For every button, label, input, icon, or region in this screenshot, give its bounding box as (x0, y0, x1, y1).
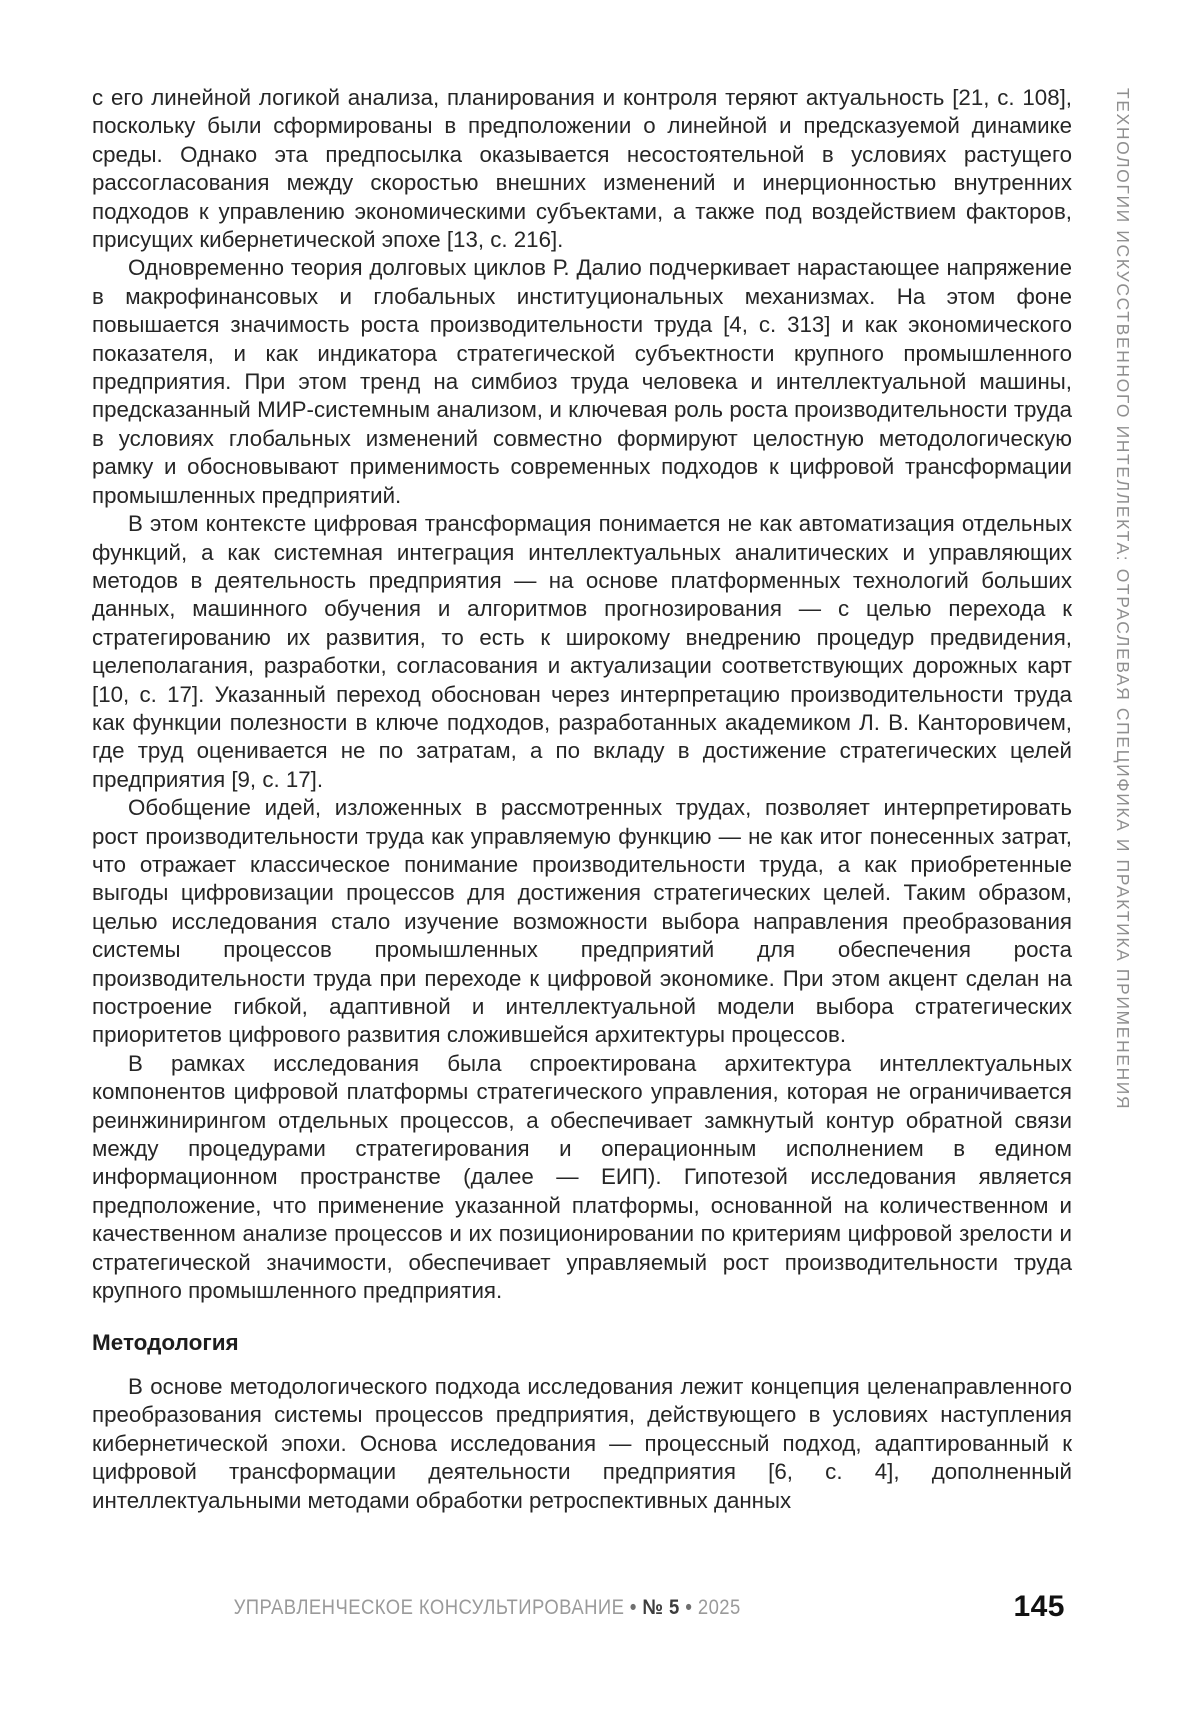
footer-issue-number: № 5 (642, 1596, 680, 1619)
body-paragraph: Обобщение идей, изложенных в рассмотренных трудах, позволяет интерпретировать рост производительности труда как управляемую функцию — не как итог понесенных затрат, что отражает классическое понимание производительности труда, а как приобретенные выгоды цифровизации процессов для достижения стратегических целей. Таким образом, целью исследования стало изучение возможности выбора направления преобразования системы процессов промышленных предприятий для обеспечения роста производительности труда при переходе к цифровой экономике. При этом акцент сделан на построение гибкой, адаптивной и интеллектуальной модели выбора стратегических приоритетов цифрового развития сложившейся архитектуры процессов. (92, 795, 1072, 1048)
footer-separator: • (685, 1596, 693, 1619)
page-number: 145 (1013, 1590, 1065, 1623)
body-paragraph: с его линейной логикой анализа, планирования и контроля теряют актуальность [21, с. 108], поскольку были сформированы в предположении о линейной и предсказуемой динамике среды. Однако эта предпосылка оказывается несостоятельной в условиях растущего рассогласования между скоростью внешних изменений и инерционностью внутренних подходов к управлению экономическими субъектами, а также под воздействием факторов, присущих кибернетической эпохе [13, с. 216]. (92, 85, 1072, 253)
section-heading: Методология (92, 1330, 239, 1356)
article-body (92, 84, 1072, 1515)
footer-separator: • (629, 1596, 637, 1619)
footer-journal-name: УПРАВЛЕНЧЕСКОЕ КОНСУЛЬТИРОВАНИЕ (233, 1596, 625, 1619)
footer-year: 2025 (697, 1596, 741, 1619)
margin-rubric-vertical-text: ТЕХНОЛОГИИ ИСКУССТВЕННОГО ИНТЕЛЛЕКТА: ОТРАСЛЕВАЯ СПЕЦИФИКА И ПРАКТИКА ПРИМЕНЕНИЯ (1113, 88, 1133, 1111)
body-paragraph: В основе методологического подхода исследования лежит концепция целенаправленного преобразования системы процессов предприятия, действующего в условиях наступления кибернетической эпохи. Основа исследования — процессный подход, адаптированный к цифровой трансформации деятельности предприятия [6, с. 4], дополненный интеллектуальными методами обработки ретроспективных данных (92, 1373, 1072, 1513)
body-paragraph: Одновременно теория долговых циклов Р. Далио подчеркивает нарастающее напряжение в макрофинансовых и глобальных институциональных механизмах. На этом фоне повышается значимость роста производительности труда [4, с. 313] и как экономического показателя, и как индикатора стратегической субъектности крупного промышленного предприятия. При этом тренд на симбиоз труда человека и интеллектуальной машины, предсказанный МИР-системным анализом, и ключевая роль роста производительности труда в условиях глобальных изменений совместно формируют целостную методологическую рамку и обосновывают применимость современных подходов к цифровой трансформации промышленных предприятий. (92, 255, 1072, 508)
body-paragraph: В рамках исследования была спроектирована архитектура интеллектуальных компонентов цифровой платформы стратегического управления, которая не ограничивается реинжинирингом отдельных процессов, а обеспечивает замкнутый контур обратной связи между процедурами стратегирования и операционным исполнением в едином информационном пространстве (далее — ЕИП). Гипотезой исследования является предположение, что применение указанной платформы, основанной на количественном и качественном анализе процессов и их позиционировании по критериям цифровой зрелости и стратегической значимости, обеспечивает управляемый рост производительности труда крупного промышленного предприятия. (92, 1050, 1072, 1304)
body-paragraph: В этом контексте цифровая трансформация понимается не как автоматизация отдельных функций, а как системная интеграция интеллектуальных аналитических и управляющих методов в деятельность предприятия — на основе платформенных технологий больших данных, машинного обучения и алгоритмов прогнозирования — с целью перехода к стратегированию их развития, то есть к широкому внедрению процедур предвидения, целеполагания, разработки, согласования и актуализации соответствующих дорожных карт [10, с. 17]. Указанный переход обоснован через интерпретацию производительности труда как функции полезности в ключе подходов, разработанных академиком Л. В. Канторовичем, где труд оценивается не по затратам, а по вкладу в достижение стратегических целей предприятия [9, с. 17]. (92, 511, 1072, 792)
running-footer (92, 1596, 882, 1620)
